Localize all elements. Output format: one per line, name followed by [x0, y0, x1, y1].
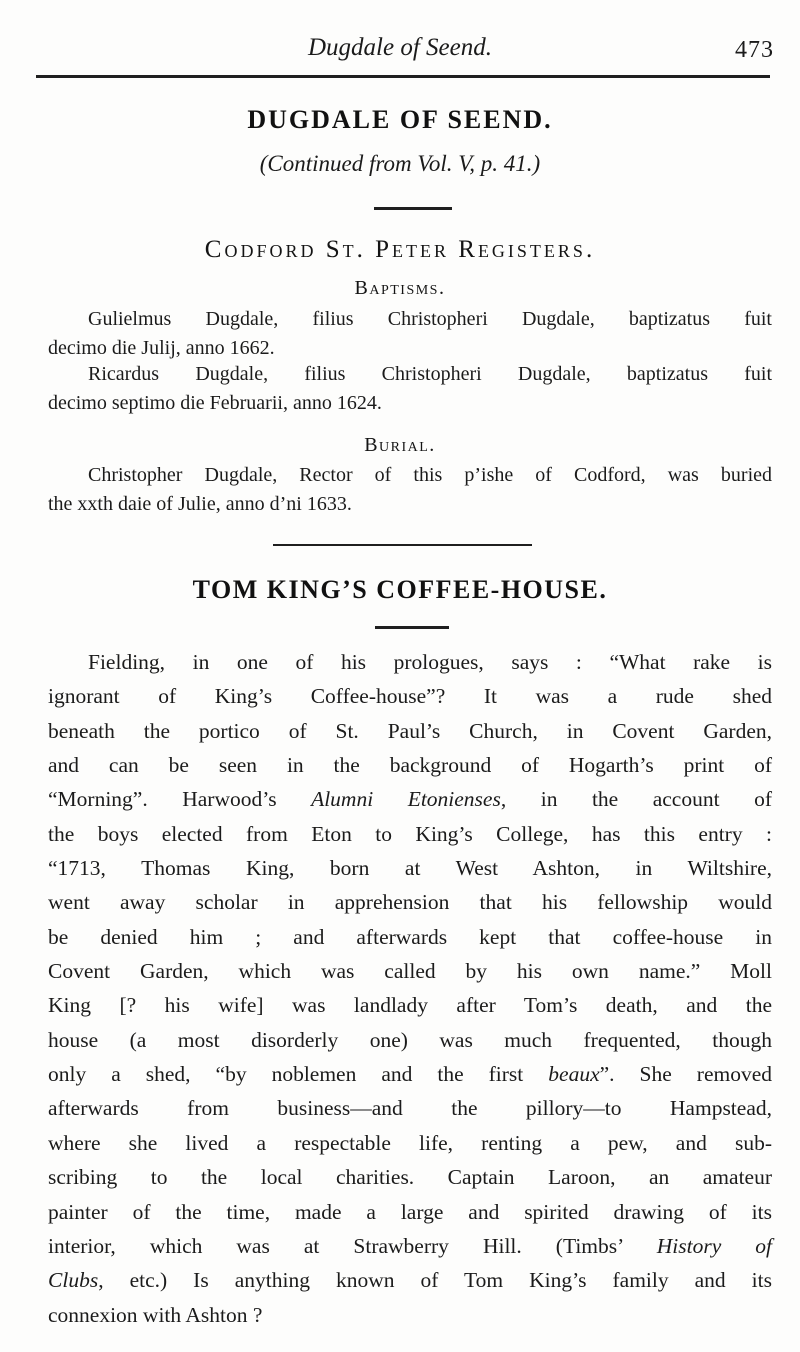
- entry-line: Ricardus Dugdale, filius Christopheri Dugdale, baptizatus fuit: [88, 363, 772, 385]
- coffeehouse-rule: [375, 626, 449, 629]
- running-head-title: Dugdale of Seend.: [308, 34, 492, 61]
- paragraph-line: the boys elected from Eton to King’s College, has this entry :: [48, 821, 772, 846]
- paragraph-line: Covent Garden, which was called by his own name.” Moll: [48, 959, 772, 984]
- paragraph-line: scribing to the local charities. Captain Laroon, an amateur: [48, 1165, 772, 1190]
- paragraph-line: beneath the portico of St. Paul’s Church, in Covent Garden,: [48, 718, 772, 743]
- paragraph-line: ignorant of King’s Coffee-house”? It was a rude shed: [48, 684, 772, 709]
- paragraph-line: afterwards from business—and the pillory—to Hampstead,: [48, 1096, 772, 1121]
- paragraph-line: Fielding, in one of his prologues, says : “What rake is: [88, 650, 772, 674]
- section-rule: [374, 207, 452, 210]
- entry-line: the xxth daie of Julie, anno d’ni 1633.: [48, 493, 352, 515]
- paragraph-line: be denied him ; and afterwards kept that coffee-house in: [48, 924, 772, 949]
- paragraph-line: “Morning”. Harwood’s Alumni Etonienses, in the account of: [48, 787, 772, 812]
- paragraph-line: connexion with Ashton ?: [48, 1302, 263, 1327]
- article-title: DUGDALE OF SEEND.: [247, 105, 553, 134]
- burial-entry: [48, 461, 772, 519]
- entry-line: decimo die Julij, anno 1662.: [48, 337, 275, 359]
- continuation-note: (Continued from Vol. V, p. 41.): [259, 151, 541, 176]
- paragraph-line: where she lived a respectable life, renting a pew, and sub-: [48, 1130, 772, 1155]
- coffeehouse-title: TOM KING’S COFFEE-HOUSE.: [192, 575, 608, 604]
- coffeehouse-paragraph: [48, 645, 772, 1332]
- running-head: [0, 32, 800, 64]
- page-number: 473: [735, 37, 774, 63]
- entry-line: Christopher Dugdale, Rector of this p’ishe of Codford, was buried: [88, 464, 772, 486]
- paragraph-line: King [? his wife] was landlady after Tom’s death, and the: [48, 993, 772, 1018]
- paragraph-line: went away scholar in apprehension that his fellowship would: [48, 890, 772, 915]
- paragraph-line: house (a most disorderly one) was much frequented, though: [48, 1027, 772, 1052]
- paragraph-line: only a shed, “by noblemen and the first beaux”. She removed: [48, 1062, 772, 1087]
- header-rule: [36, 75, 770, 78]
- paragraph-line: painter of the time, made a large and spirited drawing of its: [48, 1199, 772, 1224]
- paragraph-line: “1713, Thomas King, born at West Ashton, in Wiltshire,: [48, 856, 772, 881]
- baptism-entry: [48, 305, 772, 363]
- paragraph-line: and can be seen in the background of Hogarth’s print of: [48, 753, 772, 778]
- article-divider-rule: [273, 544, 532, 546]
- paragraph-line: interior, which was at Strawberry Hill. (Timbs’ History of: [48, 1233, 772, 1258]
- entry-line: Gulielmus Dugdale, filius Christopheri Dugdale, baptizatus fuit: [88, 308, 772, 330]
- baptisms-heading: Baptisms.: [354, 277, 446, 299]
- burial-heading: Burial.: [364, 434, 436, 456]
- baptism-entry: [48, 360, 772, 418]
- registers-heading: Codford St. Peter Registers.: [204, 236, 596, 263]
- paragraph-line: Clubs, etc.) Is anything known of Tom King’s family and its: [48, 1268, 772, 1293]
- entry-line: decimo septimo die Februarii, anno 1624.: [48, 392, 382, 414]
